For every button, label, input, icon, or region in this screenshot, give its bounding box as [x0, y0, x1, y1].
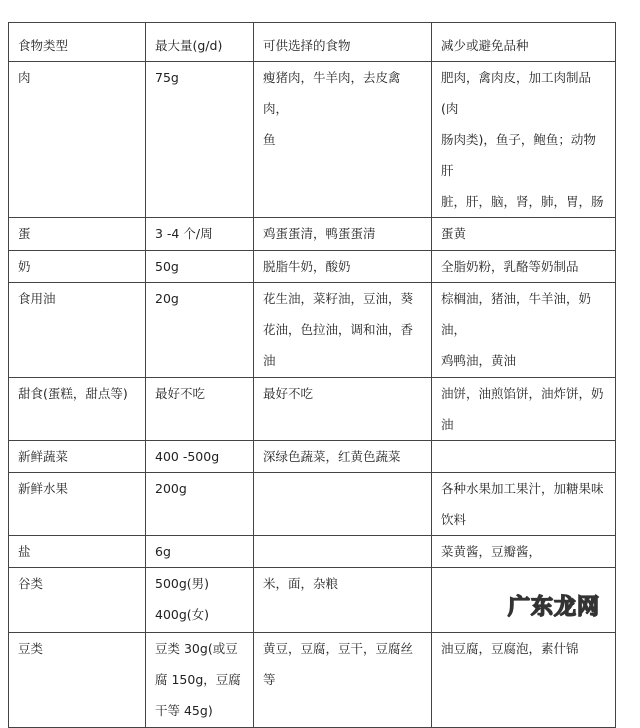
table-row — [9, 441, 616, 473]
table-row — [9, 378, 616, 441]
cell-max-amount — [146, 218, 254, 251]
cell-choose-foods — [254, 441, 432, 473]
cell-text-line: 米，面，杂粮 — [263, 576, 339, 591]
cell-text-line: 20g — [155, 291, 179, 306]
cell-choose-foods — [254, 251, 432, 283]
cell-text-line: 甜食(蛋糕，甜点等) — [18, 386, 128, 401]
cell-choose-foods — [254, 283, 432, 378]
cell-max-amount — [146, 536, 254, 568]
header-max-amount: 最大量(g/d) — [146, 23, 254, 62]
table-row — [9, 62, 616, 218]
cell-food-type — [9, 283, 146, 378]
cell-choose-foods — [254, 473, 432, 536]
header-row — [9, 23, 616, 62]
cell-text-line: 鸡鸭油，黄油 — [441, 353, 517, 368]
cell-choose-foods — [254, 633, 432, 728]
cell-text-line: 油饼，油煎馅饼，油炸饼，奶油 — [441, 386, 604, 432]
cell-text-line: 深绿色蔬菜，红黄色蔬菜 — [263, 449, 401, 464]
cell-food-type — [9, 568, 146, 633]
cell-text-line: 豆类 — [18, 641, 44, 656]
cell-text-line: 脏，肝，脑，肾，肺，胃，肠 — [441, 194, 604, 209]
cell-choose-foods — [254, 378, 432, 441]
cell-text-line: 谷类 — [18, 576, 44, 591]
table-row — [9, 473, 616, 536]
cell-max-amount — [146, 441, 254, 473]
cell-max-amount — [146, 473, 254, 536]
header-food-type: 食物类型 — [9, 23, 146, 62]
cell-text-line: 400 -500g — [155, 449, 220, 464]
table-row — [9, 283, 616, 378]
cell-avoid-foods — [432, 441, 616, 473]
cell-max-amount — [146, 251, 254, 283]
cell-text-line: 最好不吃 — [263, 386, 314, 401]
cell-text-line: 500g(男) — [155, 576, 210, 591]
cell-text-line: 全脂奶粉，乳酪等奶制品 — [441, 259, 579, 274]
cell-text-line: 棕榈油，猪油，牛羊油，奶油， — [441, 291, 592, 337]
cell-avoid-foods — [432, 218, 616, 251]
cell-text-line: 盐 — [18, 544, 31, 559]
cell-text-line: 50g — [155, 259, 179, 274]
cell-text-line: 黄豆，豆腐，豆干，豆腐丝等 — [263, 641, 414, 687]
cell-choose-foods — [254, 218, 432, 251]
cell-text-line: 腐 150g，豆腐 — [155, 672, 241, 687]
cell-food-type — [9, 441, 146, 473]
cell-text-line: 75g — [155, 70, 179, 85]
cell-food-type — [9, 536, 146, 568]
cell-avoid-foods — [432, 62, 616, 218]
cell-food-type — [9, 62, 146, 218]
cell-food-type — [9, 378, 146, 441]
cell-avoid-foods — [432, 378, 616, 441]
cell-text-line: 新鲜蔬菜 — [18, 449, 69, 464]
cell-avoid-foods — [432, 251, 616, 283]
cell-avoid-foods — [432, 473, 616, 536]
cell-text-line: 鸡蛋蛋清，鸭蛋蛋清 — [263, 226, 376, 241]
cell-avoid-foods — [432, 633, 616, 728]
cell-max-amount — [146, 378, 254, 441]
cell-text-line: 各种水果加工果汁，加糖果味 — [441, 481, 604, 496]
cell-text-line: 新鲜水果 — [18, 481, 69, 496]
table-row — [9, 218, 616, 251]
cell-text-line: 鱼 — [263, 132, 276, 147]
cell-text-line: 最好不吃 — [155, 386, 206, 401]
cell-text-line: 豆类 30g(或豆 — [155, 641, 238, 656]
cell-food-type — [9, 473, 146, 536]
cell-avoid-foods — [432, 536, 616, 568]
cell-text-line: 6g — [155, 544, 171, 559]
cell-text-line: 油 — [263, 353, 276, 368]
cell-text-line: 脱脂牛奶，酸奶 — [263, 259, 351, 274]
cell-text-line: 肉 — [18, 70, 31, 85]
cell-text-line: 3 -4 个/周 — [155, 226, 213, 241]
cell-text-line: 400g(女) — [155, 607, 210, 622]
cell-text-line: 肥肉，禽肉皮，加工肉制品(肉 — [441, 70, 592, 116]
header-avoid-foods: 减少或避免品种 — [432, 23, 616, 62]
cell-choose-foods — [254, 62, 432, 218]
cell-food-type — [9, 218, 146, 251]
cell-choose-foods — [254, 536, 432, 568]
cell-text-line: 饮料 — [441, 512, 467, 527]
header-choose-foods: 可供选择的食物 — [254, 23, 432, 62]
cell-max-amount — [146, 283, 254, 378]
cell-food-type — [9, 633, 146, 728]
cell-text-line: 油豆腐，豆腐泡，素什锦 — [441, 641, 579, 656]
cell-text-line: 蛋黄 — [441, 226, 467, 241]
cell-text-line: 干等 45g) — [155, 703, 213, 718]
diet-table — [8, 22, 616, 728]
cell-text-line: 蛋 — [18, 226, 31, 241]
watermark-logo: 广东龙网 — [508, 595, 601, 620]
cell-max-amount — [146, 633, 254, 728]
table-row — [9, 251, 616, 283]
cell-text-line: 200g — [155, 481, 187, 496]
cell-avoid-foods — [432, 283, 616, 378]
cell-max-amount — [146, 568, 254, 633]
cell-food-type — [9, 251, 146, 283]
table-body — [9, 62, 616, 728]
cell-text-line: 奶 — [18, 259, 31, 274]
cell-text-line: 肠肉类)，鱼子，鲍鱼；动物肝 — [441, 132, 596, 178]
cell-text-line: 花生油，菜籽油，豆油，葵 — [263, 291, 414, 306]
table-row — [9, 536, 616, 568]
table-row — [9, 633, 616, 728]
cell-text-line: 瘦猪肉，牛羊肉，去皮禽肉， — [263, 70, 401, 116]
cell-choose-foods — [254, 568, 432, 633]
cell-text-line: 花油，色拉油，调和油，香 — [263, 322, 414, 337]
cell-text-line: 菜黄酱，豆瓣酱， — [441, 544, 542, 559]
cell-text-line: 食用油 — [18, 291, 56, 306]
cell-max-amount — [146, 62, 254, 218]
